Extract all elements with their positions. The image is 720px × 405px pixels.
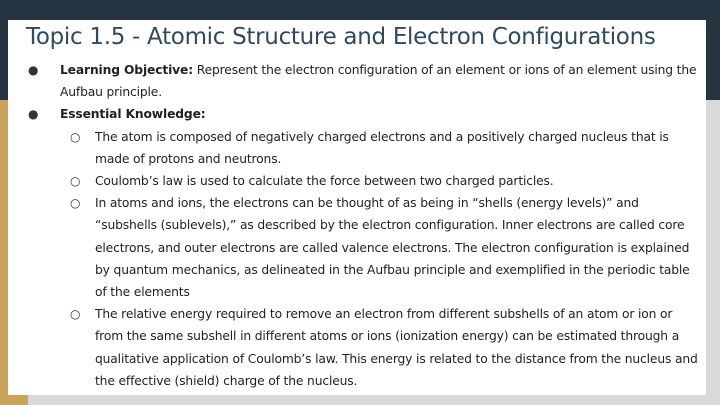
essential-knowledge-label: Essential Knowledge:: [60, 107, 206, 122]
learning-objective-text: Represent the electron configuration of an element or ions of an element using the Aufbau principle.: [60, 63, 697, 100]
knowledge-subitem: [8, 126, 698, 170]
knowledge-subitem-text: In atoms and ions, the electrons can be thought of as being in “shells (energy levels)” and “subshells (sublevels),” as described by the electron configuration. Inner electrons are called core electrons, and outer electrons are called valence electrons. The electron configuration is explained by quantum mechanics, as delineated in the Aufbau principle and exemplified in the periodic table of the elements: [95, 196, 690, 300]
knowledge-subitem-text: Coulomb’s law is used to calculate the force between two charged particles.: [95, 174, 554, 189]
circle-bullet-icon: ○: [70, 196, 81, 211]
learning-objective-item: [8, 59, 698, 103]
essential-knowledge-item: [8, 103, 698, 125]
circle-bullet-icon: ○: [70, 307, 81, 322]
bullet-icon: ●: [28, 63, 39, 77]
knowledge-subitem: [8, 170, 698, 192]
bullet-icon: ●: [28, 107, 39, 122]
knowledge-subitem: [8, 192, 698, 303]
knowledge-subitem-text: The atom is composed of negatively charged electrons and a positively charged nucleus that is made of protons and neutrons.: [95, 129, 669, 166]
knowledge-subitem-text: The relative energy required to remove an electron from different subshells of an atom or ion or from the same subshell in different atoms or ions (ionization energy) can be estimated through a qualitative application of Coulomb’s law. This energy is related to the distance from the nucleus and the effective (shield) charge of the nucleus.: [95, 307, 698, 388]
circle-bullet-icon: ○: [70, 174, 81, 189]
knowledge-subitem: [8, 303, 698, 392]
slide-content: [8, 59, 698, 392]
learning-objective-label: Learning Objective:: [60, 63, 193, 77]
circle-bullet-icon: ○: [70, 129, 81, 144]
slide: [8, 20, 706, 395]
slide-title: Topic 1.5 - Atomic Structure and Electron Configurations: [26, 24, 656, 50]
